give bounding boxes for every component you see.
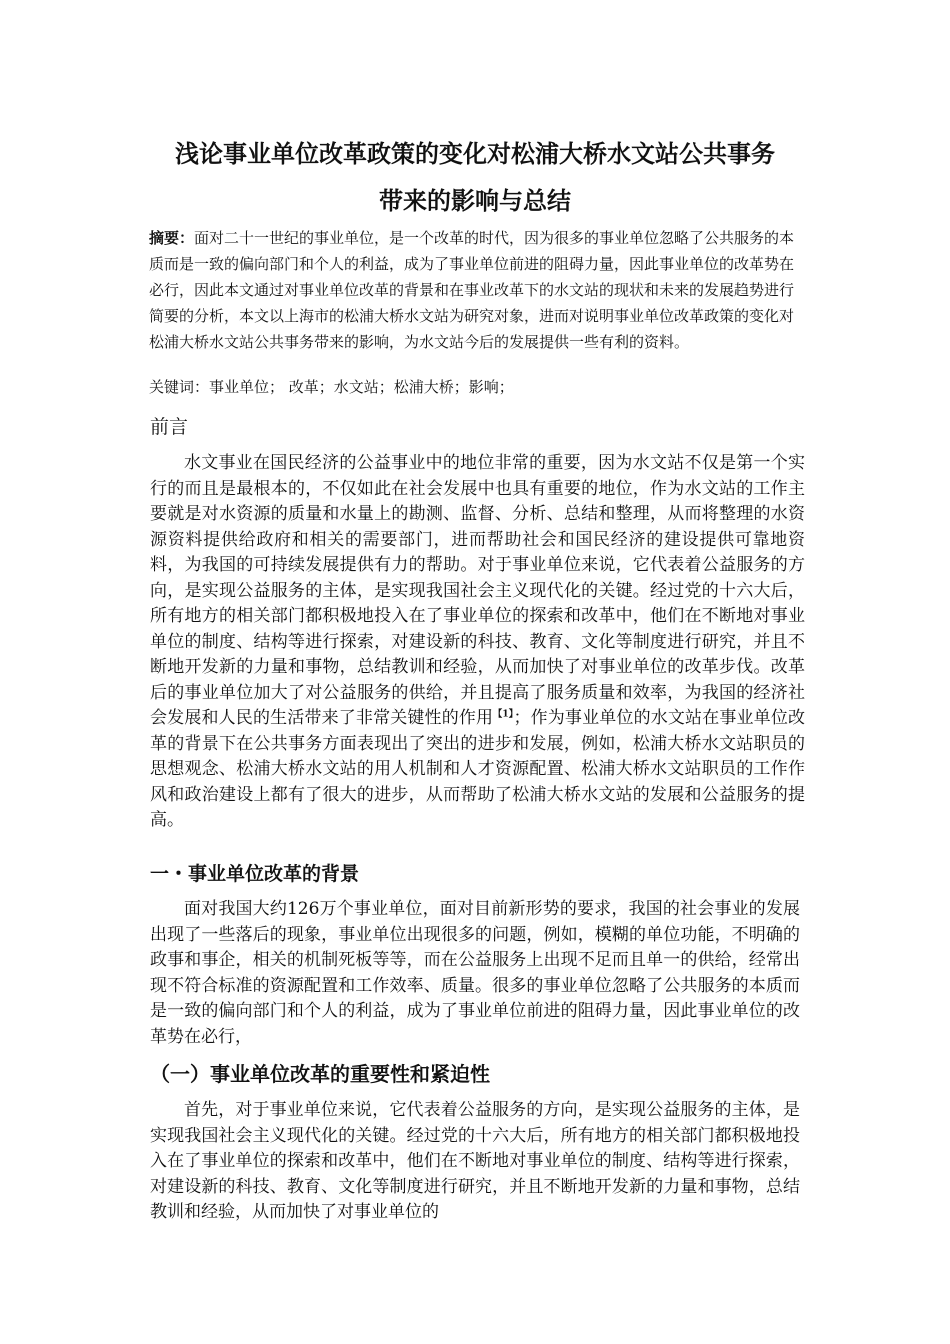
preface-heading: 前言 bbox=[150, 416, 189, 438]
abstract-text: 面对二十一世纪的事业单位，是一个改革的时代，因为很多的事业单位忽略了公共服务的本质而是一致的偏向部门和个人的利益，成为了事业单位前进的阻碍力量，因此事业单位的改革势在必行，因此本文通过对事业单位改革的背景和在事业改革下的水文站的现状和未来的发展趋势进行简要的分析，本文以上海市的松浦大桥水文站为研究对象，进而对说明事业单位改革政策的变化对松浦大桥水文站公共事务带来的影响，为水文站今后的发展提供一些有利的资料。 bbox=[149, 229, 795, 351]
keywords-text: 事业单位； 改革；水文站；松浦大桥；影响； bbox=[209, 378, 514, 396]
citation-marker: 【1】 bbox=[493, 709, 514, 720]
subsection1-heading: （一）事业单位改革的重要性和紧迫性 bbox=[150, 1062, 490, 1086]
subsection1-paragraph: 首先，对于事业单位来说，它代表着公益服务的方向，是实现公益服务的主体，是实现我国社会主义现代化的关键。经过党的十六大后，所有地方的相关部门都积极地投入在了事业单位的探索和改革中，他们在不断地对事业单位的制度、结构等进行探索，对建设新的科技、教育、文化等制度进行研究，并且不断地开发新的力量和事物，总结教训和经验，从而加快了对事业单位的 bbox=[150, 1100, 800, 1222]
preface-text-before-citation: 水文事业在国民经济的公益事业中的地位非常的重要，因为水文站不仅是第一个实行的而且是最根本的，不仅如此在社会发展中也具有重要的地位，作为水文站的工作主要就是对水资源的质量和水量上的勘测、监督、分析、总结和整理，从而将整理的水资源资料提供给政府和相关的需要部门，进而帮助社会和国民经济的建设提供可靠地资料，为我国的可持续发展提供有力的帮助。对于事业单位来说，它代表着公益服务的方向，是实现公益服务的主体，是实现我国社会主义现代化的关键。经过党的十六大后，所有地方的相关部门都积极地投入在了事业单位的探索和改革中，他们在不断地对事业单位的制度、结构等进行探索，对建设新的科技、教育、文化等制度进行研究，并且不断地开发新的力量和事物，总结教训和经验，从而加快了对事业单位的改革步伐。改革后的事业单位加大了对公益服务的供给，并且提高了服务质量和效率，为我国的经济社会发展和人民的生活带来了非常关键性的作用 bbox=[150, 453, 805, 728]
document-title-line1: 浅论事业单位改革政策的变化对松浦大桥水文站公共事务 bbox=[175, 140, 775, 168]
abstract-label: 摘要： bbox=[149, 229, 195, 247]
document-title-line2: 带来的影响与总结 bbox=[379, 187, 571, 215]
abstract bbox=[149, 225, 799, 355]
section1-heading: 一・事业单位改革的背景 bbox=[150, 863, 360, 885]
section1-paragraph: 面对我国大约126万个事业单位，面对目前新形势的要求，我国的社会事业的发展出现了一些落后的现象，事业单位出现很多的问题，例如，模糊的单位功能，不明确的政事和事企，相关的机制死板等等，而在公益服务上出现不足而且单一的供给，经常出现不符合标准的资源配置和工作效率、质量。很多的事业单位忽略了公共服务的本质而是一致的偏向部门和个人的利益，成为了事业单位前进的阻碍力量，因此事业单位的改革势在必行， bbox=[150, 899, 800, 1047]
keywords-label: 关键词： bbox=[149, 378, 210, 396]
preface-text-after-citation: ；作为事业单位的水文站在事业单位改革的背景下在公共事务方面表现出了突出的进步和发展，例如，松浦大桥水文站职员的思想观念、松浦大桥水文站的用人机制和人才资源配置、松浦大桥水文站职员的工作作风和政治建设上都有了很大的进步，从而帮助了松浦大桥水文站的发展和公益服务的提高。 bbox=[150, 708, 806, 830]
keywords bbox=[149, 375, 799, 399]
preface-paragraph bbox=[150, 451, 805, 834]
